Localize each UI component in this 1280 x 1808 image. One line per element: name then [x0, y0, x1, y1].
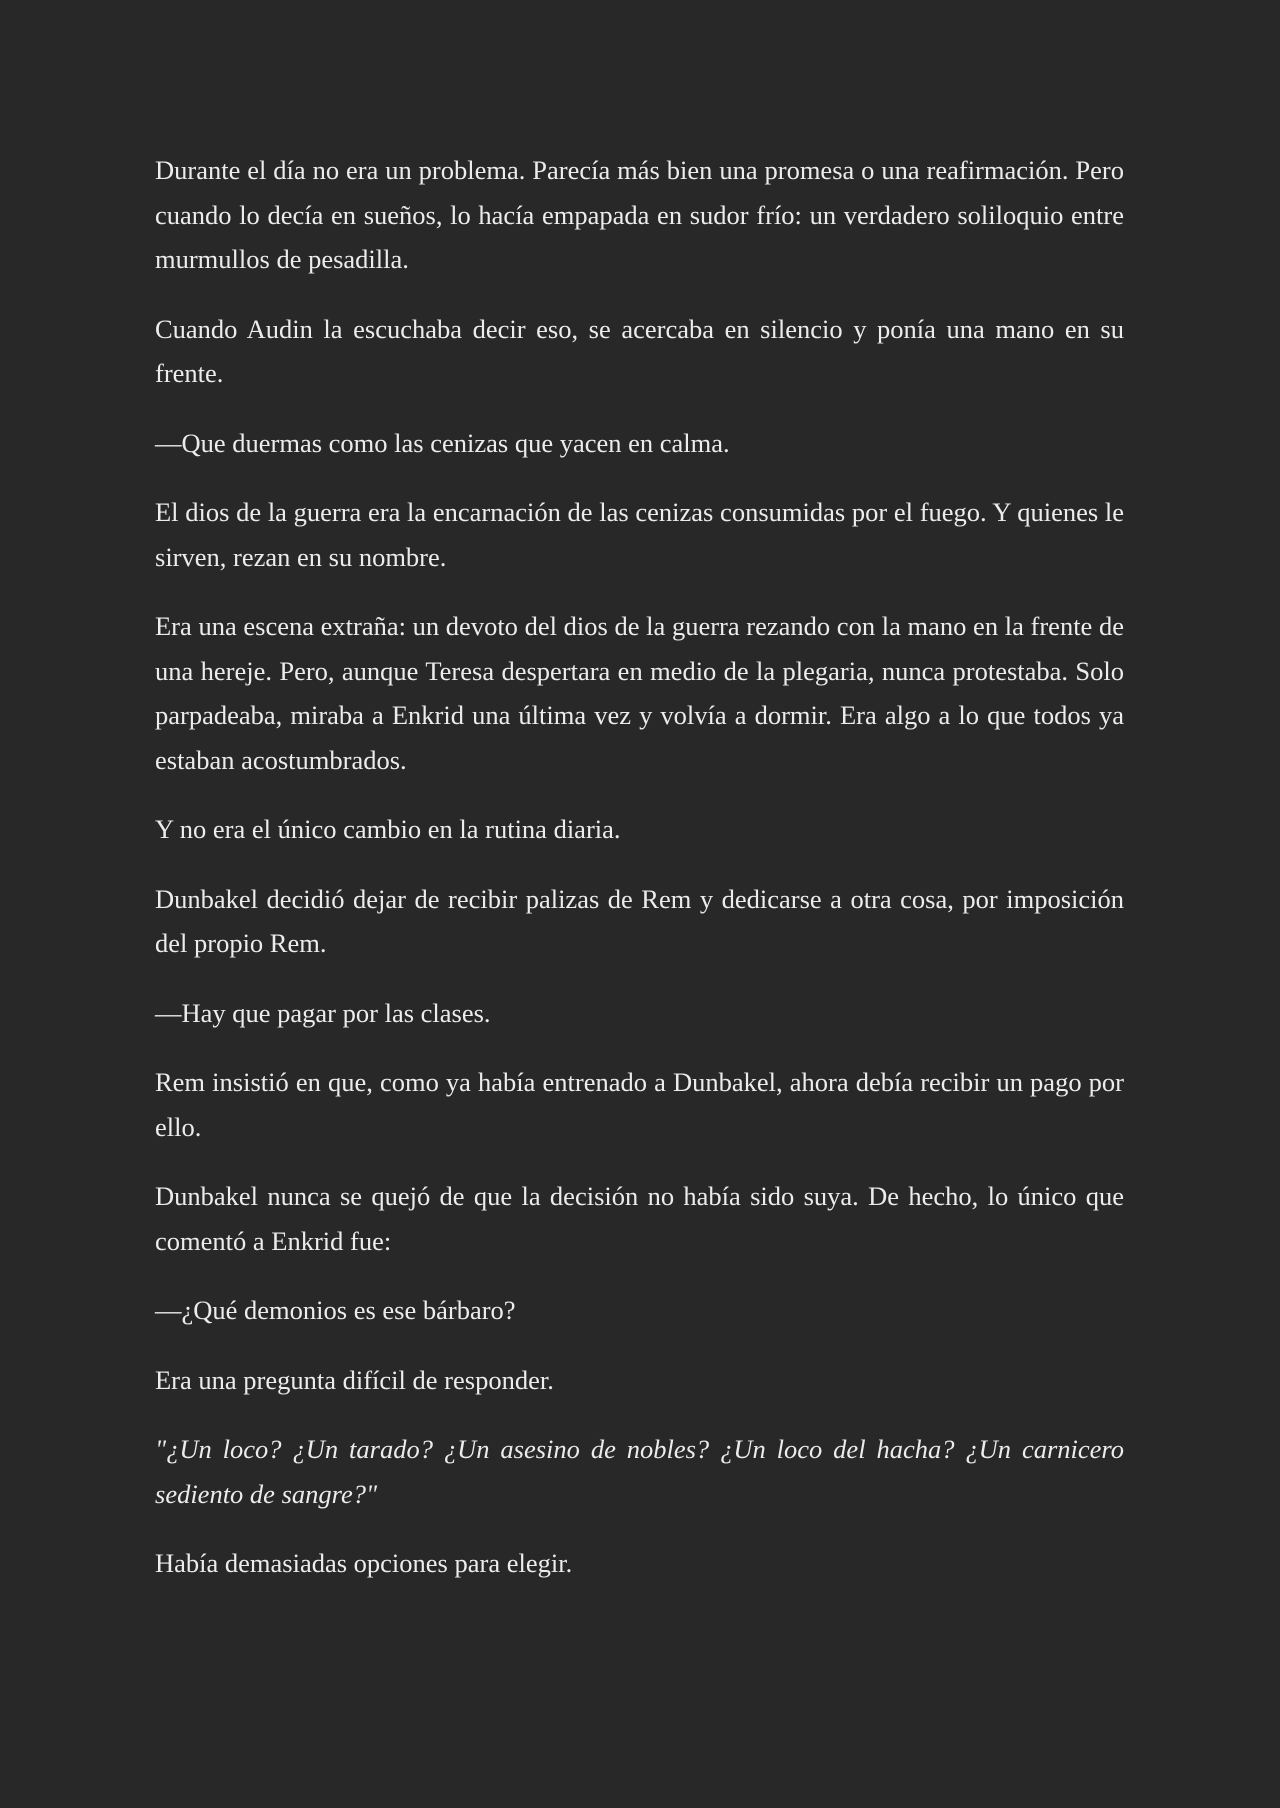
dialogue-paragraph: —Hay que pagar por las clases.: [155, 997, 491, 1028]
paragraph: Y no era el único cambio en la rutina diaria.: [155, 814, 621, 844]
paragraph: Dunbakel decidió dejar de recibir palizas de Rem y dedicarse a otra cosa, por imposición del propio Rem.: [155, 883, 1124, 958]
paragraph: Cuando Audin la escuchaba decir eso, se acercaba en silencio y ponía una mano en su frente.: [155, 313, 1124, 388]
dialogue-paragraph: —Que duermas como las cenizas que yacen en calma.: [155, 427, 730, 458]
paragraph: Era una pregunta difícil de responder.: [155, 1364, 554, 1395]
chapter-text: [155, 148, 1124, 1611]
paragraph: Durante el día no era un problema. Parecía más bien una promesa o una reafirmación. Pero cuando lo decía en sueños, lo hacía empapada en sudor frío: un verdadero soliloquio entre murmullos de pesadilla.: [155, 155, 1124, 274]
paragraph: Era una escena extraña: un devoto del dios de la guerra rezando con la mano en la frente de una hereje. Pero, aunque Teresa despertara en medio de la plegaria, nunca protestaba. Solo parpadeaba, miraba a Enkrid una última vez y volvía a dormir. Era algo a lo que todos ya estaban acostumbrados.: [155, 611, 1124, 775]
paragraph: Dunbakel nunca se quejó de que la decisión no había sido suya. De hecho, lo único que comentó a Enkrid fue:: [155, 1181, 1124, 1256]
dialogue-paragraph: —¿Qué demonios es ese bárbaro?: [155, 1295, 516, 1325]
paragraph: El dios de la guerra era la encarnación de las cenizas consumidas por el fuego. Y quienes le sirven, rezan en su nombre.: [155, 497, 1124, 572]
paragraph: Había demasiadas opciones para elegir.: [155, 1548, 573, 1578]
paragraph: Rem insistió en que, como ya había entrenado a Dunbakel, ahora debía recibir un pago por ello.: [155, 1067, 1124, 1142]
italic-thought-paragraph: "¿Un loco? ¿Un tarado? ¿Un asesino de nobles? ¿Un loco del hacha? ¿Un carnicero sediento de sangre?": [155, 1434, 1124, 1509]
